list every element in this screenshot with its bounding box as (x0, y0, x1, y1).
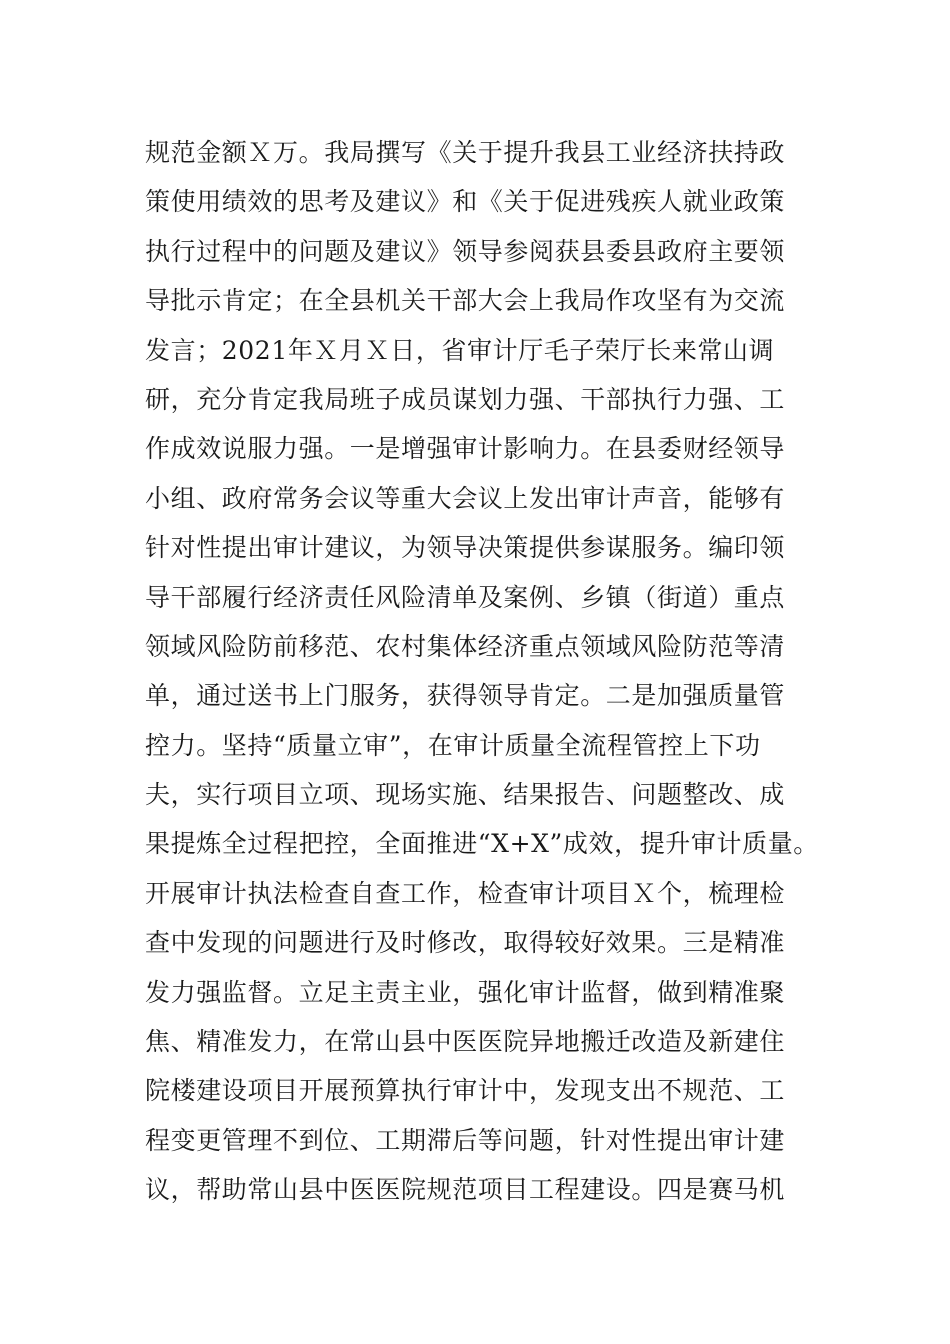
text-line: 领域风险防前移范、农村集体经济重点领域风险防范等清 (145, 631, 786, 661)
text-line: 查中发现的问题进行及时修改，取得较好效果。三是精准 (145, 928, 786, 958)
text-line: 执行过程中的问题及建议》领导参阅获县委县政府主要领 (145, 236, 786, 266)
text-line: 院楼建设项目开展预算执行审计中，发现支出不规范、工 (145, 1076, 786, 1106)
text-line: 规范金额Ｘ万。我局撰写《关于提升我县工业经济扶持政 (145, 138, 786, 167)
text-line: 焦、精准发力，在常山县中医医院异地搬迁改造及新建住 (145, 1027, 786, 1057)
text-line: 开展审计执法检查自查工作，检查审计项目Ｘ个，梳理检 (145, 878, 786, 908)
text-line: 小组、政府常务会议等重大会议上发出审计声音，能够有 (145, 483, 786, 513)
text-line: 单，通过送书上门服务，获得领导肯定。二是加强质量管 (145, 681, 786, 711)
text-line: 导干部履行经济责任风险清单及案例、乡镇（街道）重点 (145, 582, 786, 612)
text-line: 研，充分肯定我局班子成员谋划力强、干部执行力强、工 (145, 384, 786, 414)
text-line: 夫，实行项目立项、现场实施、结果报告、问题整改、成 (145, 780, 786, 810)
text-line: 针对性提出审计建议，为领导决策提供参谋服务。编印领 (145, 533, 786, 563)
text-line: 程变更管理不到位、工期滞后等问题，针对性提出审计建 (145, 1125, 786, 1155)
text-line: 策使用绩效的思考及建议》和《关于促进残疾人就业政策 (145, 187, 786, 217)
text-line: 发言；2021年Ｘ月Ｘ日，省审计厅毛子荣厅长来常山调 (145, 335, 775, 365)
text-line: 果提炼全过程把控，全面推进“X+X”成效，提升审计质量。 (145, 829, 819, 859)
text-line: 作成效说服力强。一是增强审计影响力。在县委财经领导 (145, 434, 786, 464)
text-line: 导批示肯定；在全县机关干部大会上我局作攻坚有为交流 (145, 286, 786, 316)
text-line: 议，帮助常山县中医医院规范项目工程建设。四是赛马机 (145, 1175, 786, 1205)
text-line: 发力强监督。立足主责主业，强化审计监督，做到精准聚 (145, 977, 786, 1007)
text-line: 控力。坚持“质量立审”，在审计质量全流程管控上下功 (145, 730, 761, 760)
body-text (145, 128, 825, 1215)
